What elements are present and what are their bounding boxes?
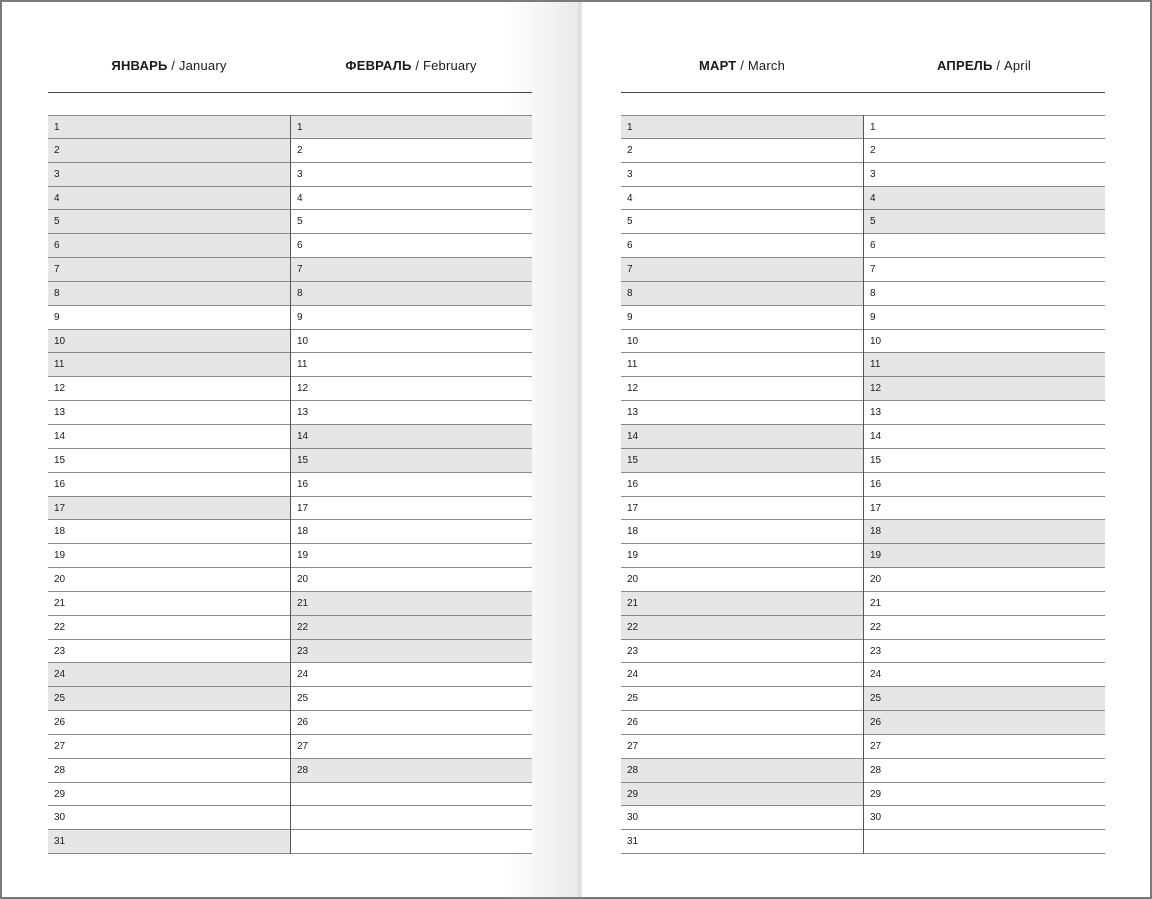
day-cell[interactable]: 15: [864, 449, 1105, 473]
day-cell[interactable]: 28: [621, 759, 863, 783]
month-column-january: [48, 115, 290, 854]
day-cell[interactable]: 6: [291, 234, 532, 258]
day-cell[interactable]: 19: [864, 544, 1105, 568]
day-cell[interactable]: 3: [291, 163, 532, 187]
left-page: [48, 2, 532, 897]
day-cell[interactable]: 8: [864, 282, 1105, 306]
day-cell[interactable]: 1: [621, 115, 863, 139]
month-column-march: [621, 115, 863, 854]
day-cell[interactable]: 27: [291, 735, 532, 759]
day-cell[interactable]: 22: [291, 616, 532, 640]
day-cell[interactable]: 24: [291, 663, 532, 687]
day-cell[interactable]: 18: [864, 520, 1105, 544]
day-cell[interactable]: 26: [621, 711, 863, 735]
day-cell[interactable]: 31: [48, 830, 290, 854]
day-cell[interactable]: 14: [621, 425, 863, 449]
day-cell[interactable]: 6: [864, 234, 1105, 258]
day-cell[interactable]: 27: [621, 735, 863, 759]
day-cell[interactable]: 9: [48, 306, 290, 330]
day-cell[interactable]: 9: [291, 306, 532, 330]
day-cell[interactable]: 28: [291, 759, 532, 783]
day-cell[interactable]: 12: [291, 377, 532, 401]
month-title-february: [290, 54, 532, 78]
day-cell[interactable]: 7: [864, 258, 1105, 282]
day-cell[interactable]: 13: [864, 401, 1105, 425]
empty-cell: [291, 830, 532, 854]
month-separator: /: [740, 58, 745, 73]
day-cell[interactable]: 4: [48, 187, 290, 211]
day-cell[interactable]: 12: [48, 377, 290, 401]
day-cell[interactable]: 7: [291, 258, 532, 282]
day-cell[interactable]: 16: [48, 473, 290, 497]
day-cell[interactable]: 8: [621, 282, 863, 306]
day-cell[interactable]: 27: [48, 735, 290, 759]
day-grid: [621, 115, 1105, 854]
day-cell[interactable]: 8: [291, 282, 532, 306]
day-cell[interactable]: 12: [621, 377, 863, 401]
page-gutter-edge: [578, 2, 584, 897]
day-cell[interactable]: 24: [621, 663, 863, 687]
month-separator: /: [996, 58, 1001, 73]
day-cell[interactable]: 4: [291, 187, 532, 211]
day-cell[interactable]: 21: [48, 592, 290, 616]
month-column-february: [290, 115, 532, 854]
day-cell[interactable]: 23: [864, 640, 1105, 664]
day-cell[interactable]: 20: [48, 568, 290, 592]
day-cell[interactable]: 9: [864, 306, 1105, 330]
day-cell[interactable]: 12: [864, 377, 1105, 401]
month-name-ru: МАРТ: [698, 58, 737, 73]
day-cell[interactable]: 23: [48, 640, 290, 664]
day-cell[interactable]: 21: [621, 592, 863, 616]
day-cell[interactable]: 13: [621, 401, 863, 425]
day-cell[interactable]: 28: [48, 759, 290, 783]
day-cell[interactable]: 18: [291, 520, 532, 544]
day-cell[interactable]: 25: [864, 687, 1105, 711]
day-cell[interactable]: 6: [48, 234, 290, 258]
month-name-ru: ЯНВАРЬ: [111, 58, 168, 73]
empty-cell: [291, 783, 532, 807]
day-cell[interactable]: 5: [48, 210, 290, 234]
day-cell[interactable]: 11: [864, 353, 1105, 377]
day-cell[interactable]: 19: [621, 544, 863, 568]
day-cell[interactable]: 3: [621, 163, 863, 187]
month-name-ru: АПРЕЛЬ: [936, 58, 993, 73]
month-name-en: April: [1004, 58, 1032, 73]
day-cell[interactable]: 23: [291, 640, 532, 664]
day-cell[interactable]: 2: [48, 139, 290, 163]
day-cell[interactable]: 17: [621, 497, 863, 521]
empty-cell: [864, 830, 1105, 854]
day-cell[interactable]: 3: [864, 163, 1105, 187]
day-cell[interactable]: 25: [291, 687, 532, 711]
day-cell[interactable]: 29: [48, 783, 290, 807]
day-cell[interactable]: 13: [48, 401, 290, 425]
month-title-april: [863, 54, 1105, 78]
day-cell[interactable]: 22: [864, 616, 1105, 640]
day-cell[interactable]: 5: [621, 210, 863, 234]
month-headers: [48, 54, 532, 78]
day-cell[interactable]: 17: [291, 497, 532, 521]
day-cell[interactable]: 2: [864, 139, 1105, 163]
header-divider: [621, 92, 1105, 93]
day-cell[interactable]: 19: [291, 544, 532, 568]
day-cell[interactable]: 11: [621, 353, 863, 377]
day-cell[interactable]: 30: [864, 806, 1105, 830]
day-cell[interactable]: 19: [48, 544, 290, 568]
day-cell[interactable]: 30: [621, 806, 863, 830]
day-cell[interactable]: 15: [48, 449, 290, 473]
day-cell[interactable]: 10: [864, 330, 1105, 354]
day-cell[interactable]: 21: [864, 592, 1105, 616]
day-cell[interactable]: 26: [291, 711, 532, 735]
day-cell[interactable]: 31: [621, 830, 863, 854]
day-cell[interactable]: 11: [291, 353, 532, 377]
day-cell[interactable]: 2: [621, 139, 863, 163]
day-cell[interactable]: 16: [291, 473, 532, 497]
day-cell[interactable]: 22: [48, 616, 290, 640]
month-title-january: [48, 54, 290, 78]
day-cell[interactable]: 6: [621, 234, 863, 258]
month-headers: [621, 54, 1105, 78]
day-cell[interactable]: 22: [621, 616, 863, 640]
day-cell[interactable]: 20: [621, 568, 863, 592]
day-cell[interactable]: 5: [291, 210, 532, 234]
day-cell[interactable]: 8: [48, 282, 290, 306]
day-cell[interactable]: 24: [864, 663, 1105, 687]
day-grid: [48, 115, 532, 854]
day-cell[interactable]: 28: [864, 759, 1105, 783]
month-name-en: January: [178, 58, 227, 73]
day-cell[interactable]: 2: [291, 139, 532, 163]
day-cell[interactable]: 4: [864, 187, 1105, 211]
day-cell[interactable]: 17: [48, 497, 290, 521]
day-cell[interactable]: 18: [621, 520, 863, 544]
month-name-en: March: [747, 58, 786, 73]
month-separator: /: [171, 58, 176, 73]
day-cell[interactable]: 1: [291, 115, 532, 139]
day-cell[interactable]: 16: [621, 473, 863, 497]
day-cell[interactable]: 21: [291, 592, 532, 616]
day-cell[interactable]: 29: [864, 783, 1105, 807]
day-cell[interactable]: 11: [48, 353, 290, 377]
day-cell[interactable]: 3: [48, 163, 290, 187]
day-cell[interactable]: 25: [621, 687, 863, 711]
day-cell[interactable]: 16: [864, 473, 1105, 497]
day-cell[interactable]: 29: [621, 783, 863, 807]
day-cell[interactable]: 1: [48, 115, 290, 139]
day-cell[interactable]: 26: [48, 711, 290, 735]
empty-cell: [291, 806, 532, 830]
day-cell[interactable]: 7: [621, 258, 863, 282]
month-name-en: February: [422, 58, 477, 73]
day-cell[interactable]: 10: [621, 330, 863, 354]
day-cell[interactable]: 10: [291, 330, 532, 354]
day-cell[interactable]: 5: [864, 210, 1105, 234]
day-cell[interactable]: 20: [864, 568, 1105, 592]
day-cell[interactable]: 10: [48, 330, 290, 354]
day-cell[interactable]: 9: [621, 306, 863, 330]
day-cell[interactable]: 23: [621, 640, 863, 664]
day-cell[interactable]: 14: [864, 425, 1105, 449]
day-cell[interactable]: 4: [621, 187, 863, 211]
day-cell[interactable]: 25: [48, 687, 290, 711]
day-cell[interactable]: 14: [48, 425, 290, 449]
day-cell[interactable]: 17: [864, 497, 1105, 521]
day-cell[interactable]: 13: [291, 401, 532, 425]
month-name-ru: ФЕВРАЛЬ: [345, 58, 412, 73]
month-column-april: [863, 115, 1105, 854]
day-cell[interactable]: 18: [48, 520, 290, 544]
day-cell[interactable]: 15: [621, 449, 863, 473]
day-cell[interactable]: 27: [864, 735, 1105, 759]
day-cell[interactable]: 7: [48, 258, 290, 282]
right-page: [621, 2, 1105, 897]
month-title-march: [621, 54, 863, 78]
day-cell[interactable]: 30: [48, 806, 290, 830]
day-cell[interactable]: 20: [291, 568, 532, 592]
day-cell[interactable]: 24: [48, 663, 290, 687]
day-cell[interactable]: 26: [864, 711, 1105, 735]
day-cell[interactable]: 15: [291, 449, 532, 473]
day-cell[interactable]: 1: [864, 115, 1105, 139]
month-separator: /: [415, 58, 420, 73]
header-divider: [48, 92, 532, 93]
day-cell[interactable]: 14: [291, 425, 532, 449]
